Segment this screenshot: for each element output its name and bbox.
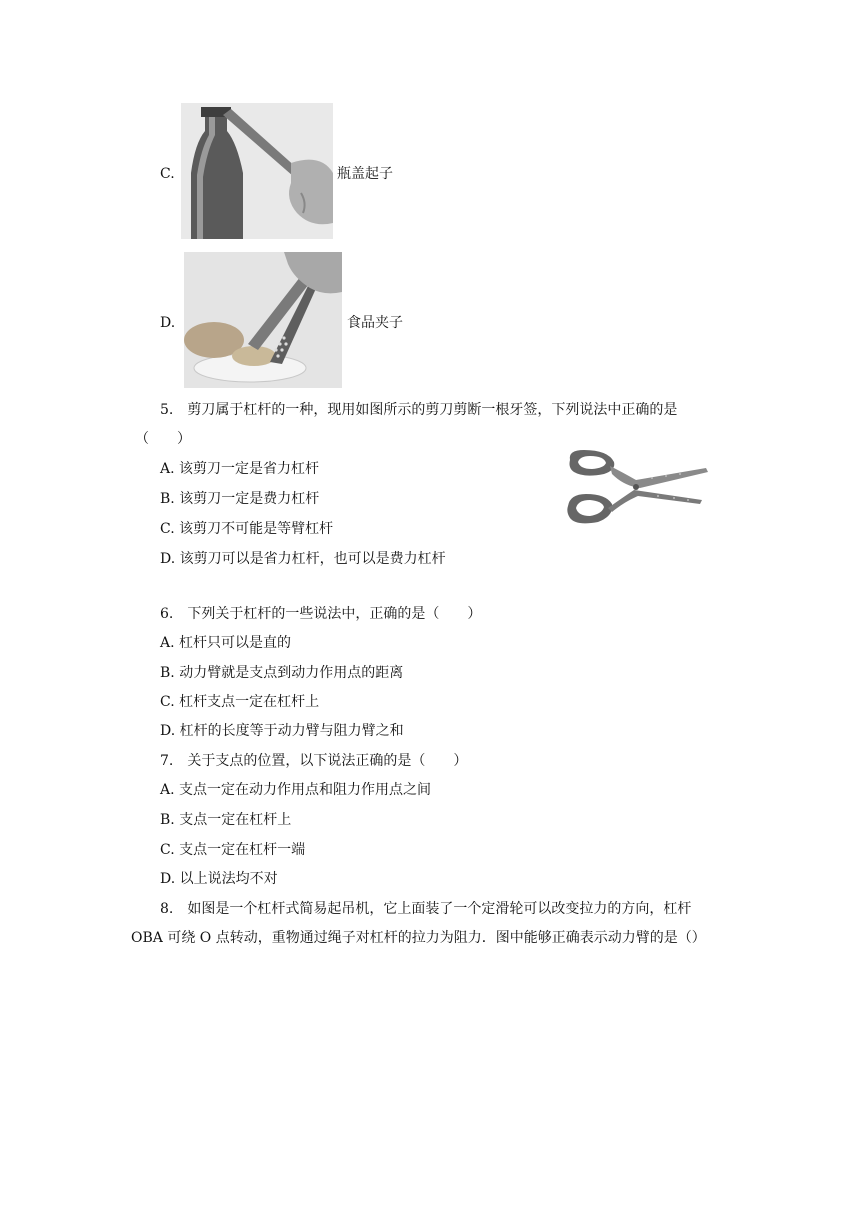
- q5-stem: 5. 剪刀属于杠杆的一种，现用如图所示的剪刀剪断一根牙签，下列说法中正确的是: [160, 402, 678, 418]
- q6-stem: 6. 下列关于杠杆的一些说法中，正确的是（ ）: [160, 606, 482, 622]
- option-c-letter: C.: [160, 166, 175, 182]
- q5-option-d: D. 该剪刀可以是省力杠杆，也可以是费力杠杆: [160, 551, 446, 567]
- q6-option-b: B. 动力臂就是支点到动力作用点的距离: [160, 665, 404, 681]
- q7-option-c: C. 支点一定在杠杆一端: [160, 842, 306, 858]
- q8-stem-cont: OBA 可绕 O 点转动，重物通过绳子对杠杆的拉力为阻力．图中能够正确表示动力臂的是（）: [131, 930, 706, 946]
- food-tongs-photo: [184, 252, 342, 388]
- q7-stem: 7. 关于支点的位置，以下说法正确的是（ ）: [160, 753, 468, 769]
- q6-option-a: A. 杠杆只可以是直的: [160, 635, 292, 651]
- q6-option-c: C. 杠杆支点一定在杠杆上: [160, 694, 320, 710]
- q5-stem-bracket: （ ）: [135, 431, 191, 447]
- option-d-caption: 食品夹子: [347, 315, 403, 331]
- option-d-letter: D.: [160, 315, 176, 331]
- q5-option-b: B. 该剪刀一定是费力杠杆: [160, 491, 320, 507]
- q7-option-d: D. 以上说法均不对: [160, 871, 278, 887]
- q5-option-a: A. 该剪刀一定是省力杠杆: [160, 461, 320, 477]
- q7-option-a: A. 支点一定在动力作用点和阻力作用点之间: [160, 782, 432, 798]
- q8-stem: 8. 如图是一个杠杆式简易起吊机，它上面装了一个定滑轮可以改变拉力的方向，杠杆: [160, 901, 692, 917]
- scissors-image: [562, 446, 710, 530]
- bottle-opener-photo: [181, 103, 333, 239]
- q6-option-d: D. 杠杆的长度等于动力臂与阻力臂之和: [160, 723, 404, 739]
- q5-option-c: C. 该剪刀不可能是等臂杠杆: [160, 521, 334, 537]
- q7-option-b: B. 支点一定在杠杆上: [160, 812, 292, 828]
- option-c-caption: 瓶盖起子: [337, 166, 393, 182]
